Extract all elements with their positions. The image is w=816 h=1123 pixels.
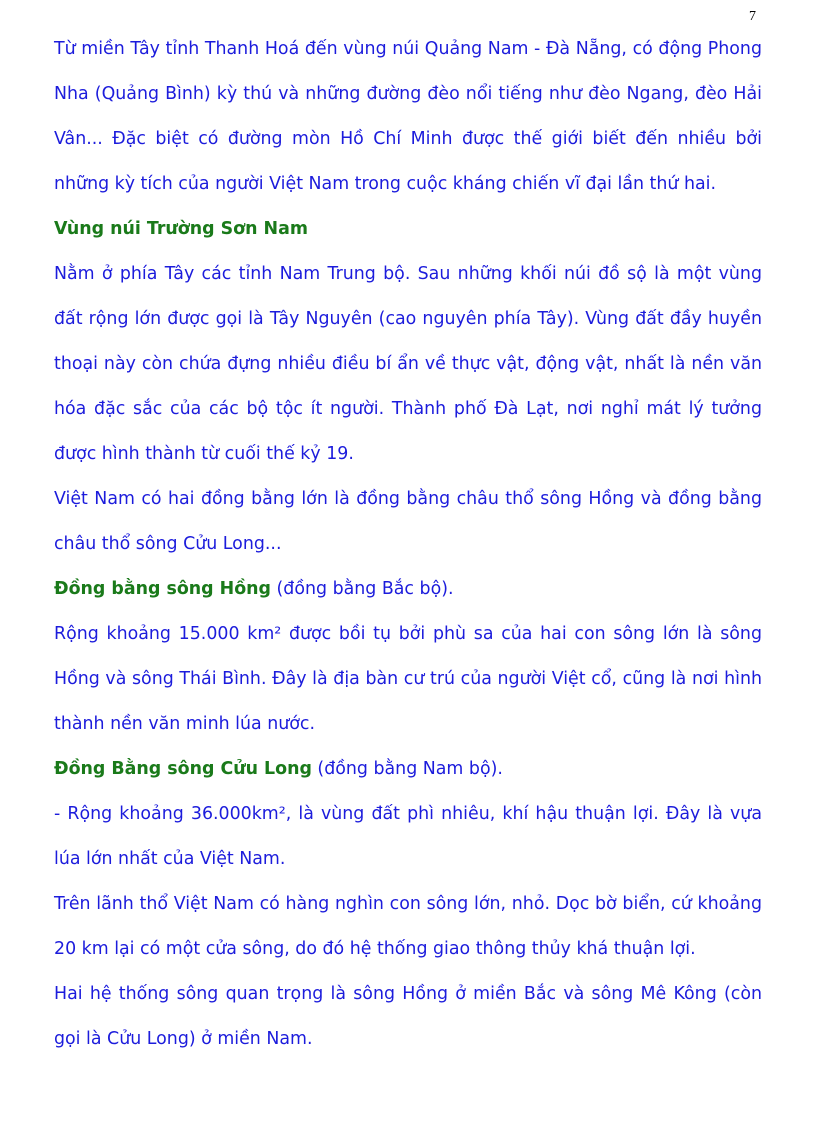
page-number: 7	[749, 9, 756, 24]
paragraph-song-hong: Rộng khoảng 15.000 km² được bồi tụ bởi phù sa của hai con sông lớn là sông Hồng và sông Thái Bình. Đây là địa bàn cư trú của người Việt cổ, cũng là nơi hình thành nền văn minh lúa nước.	[54, 624, 762, 734]
heading-song-hong-delta	[54, 567, 762, 612]
heading-cuu-long-note: (đồng bằng Nam bộ).	[311, 759, 503, 779]
heading-cuu-long-bold: Đồng Bằng sông Cửu Long	[54, 759, 312, 779]
paragraph-truong-son-bac-end: Từ miền Tây tỉnh Thanh Hoá đến vùng núi Quảng Nam - Đà Nẵng, có động Phong Nha (Quảng Bình) kỳ thú và những đường đèo nổi tiếng như đèo Ngang, đèo Hải Vân... Đặc biệt có đường mòn Hồ Chí Minh được thế giới biết đến nhiều bởi những kỳ tích của người Việt Nam trong cuộc kháng chiến vĩ đại lần thứ hai.	[54, 39, 762, 194]
paragraph-river-systems: Hai hệ thống sông quan trọng là sông Hồng ở miền Bắc và sông Mê Kông (còn gọi là Cửu Long) ở miền Nam.	[54, 984, 762, 1049]
heading-truong-son-nam: Vùng núi Trường Sơn Nam	[54, 219, 308, 239]
paragraph-rivers: Trên lãnh thổ Việt Nam có hàng nghìn con sông lớn, nhỏ. Dọc bờ biển, cứ khoảng 20 km lại có một cửa sông, do đó hệ thống giao thông thủy khá thuận lợi.	[54, 894, 762, 959]
paragraph-cuu-long: - Rộng khoảng 36.000km², là vùng đất phì nhiêu, khí hậu thuận lợi. Đây là vựa lúa lớn nhất của Việt Nam.	[54, 804, 762, 869]
document-body	[54, 27, 762, 1062]
heading-song-hong-bold: Đồng bằng sông Hồng	[54, 579, 271, 599]
paragraph-two-deltas: Việt Nam có hai đồng bằng lớn là đồng bằng châu thổ sông Hồng và đồng bằng châu thổ sông Cửu Long...	[54, 489, 762, 554]
heading-song-hong-note: (đồng bằng Bắc bộ).	[270, 579, 454, 599]
heading-cuu-long-delta	[54, 747, 762, 792]
paragraph-tay-nguyen: Nằm ở phía Tây các tỉnh Nam Trung bộ. Sau những khối núi đồ sộ là một vùng đất rộng lớn được gọi là Tây Nguyên (cao nguyên phía Tây). Vùng đất đầy huyền thoại này còn chứa đựng nhiều điều bí ẩn về thực vật, động vật, nhất là nền văn hóa đặc sắc của các bộ tộc ít người. Thành phố Đà Lạt, nơi nghỉ mát lý tưởng được hình thành từ cuối thế kỷ 19.	[54, 264, 762, 464]
